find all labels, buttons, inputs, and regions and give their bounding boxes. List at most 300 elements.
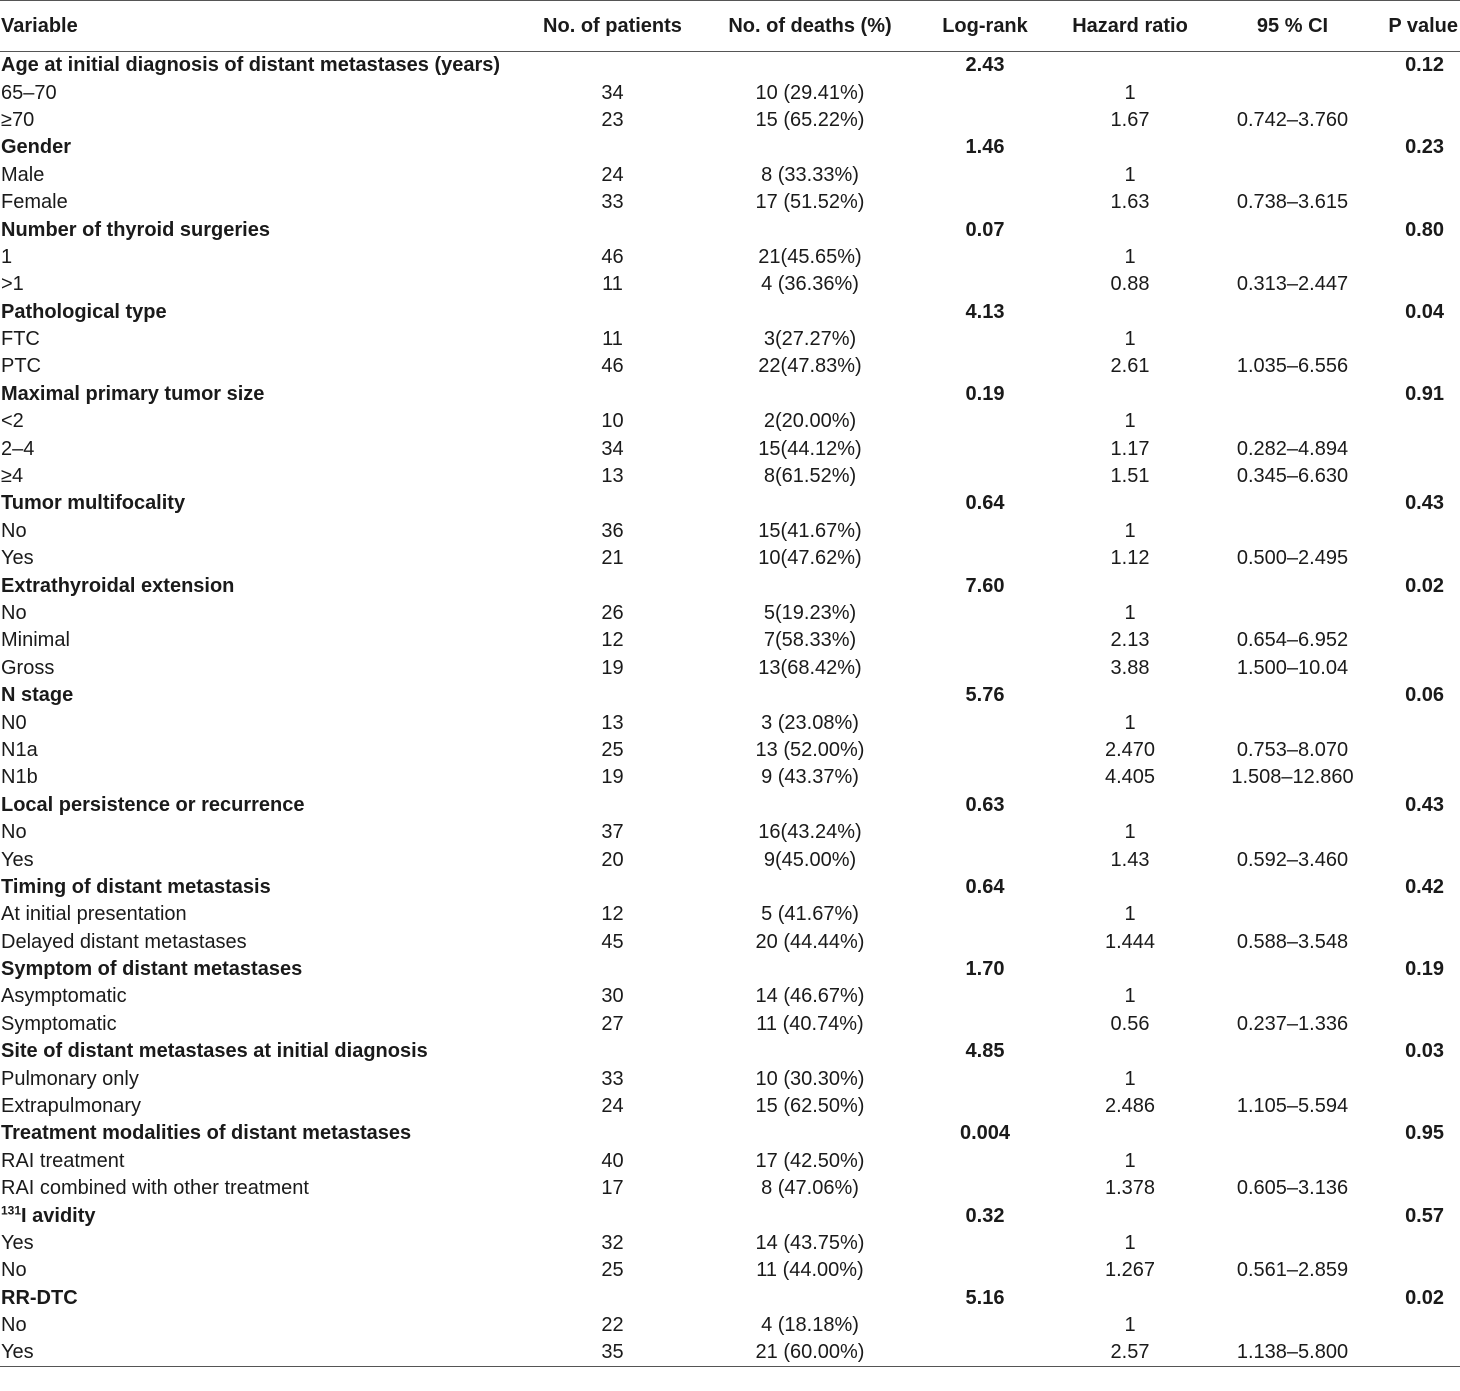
- cell-variable: No: [1, 1314, 27, 1337]
- header-hazard-ratio: Hazard ratio: [1055, 1, 1205, 52]
- cell-p-value: 0.02: [1405, 574, 1444, 597]
- cell-variable: Pathological type: [1, 300, 167, 323]
- cell-deaths: [705, 490, 915, 517]
- header-no-of-deaths: No. of deaths (%): [705, 1, 915, 52]
- table-row: [0, 79, 1460, 106]
- cell-deaths: 7(58.33%): [763, 629, 857, 652]
- cell-deaths: [705, 1284, 915, 1311]
- cell-ci: 0.237–1.336: [1236, 1012, 1349, 1035]
- cell-log-rank: 0.64: [965, 875, 1005, 898]
- table-header: [0, 1, 1460, 52]
- cell-log-rank: [915, 1229, 1055, 1256]
- cell-p-value: 0.19: [1405, 958, 1444, 981]
- cell-patients: 13: [601, 465, 624, 488]
- isotope-superscript: 131: [1, 1202, 22, 1217]
- header-variable: Variable: [0, 1, 520, 52]
- table-row: [0, 325, 1460, 352]
- cell-hazard-ratio: [1055, 1038, 1205, 1065]
- cell-hazard-ratio: 0.88: [1110, 273, 1150, 296]
- cell-log-rank: [915, 271, 1055, 298]
- cell-patients: 35: [520, 1339, 705, 1366]
- cell-hazard-ratio: 1: [1124, 245, 1136, 268]
- cell-ci: [1205, 1065, 1380, 1092]
- table-row: [0, 709, 1460, 736]
- cell-patients: [520, 380, 705, 407]
- cell-variable: PTC: [1, 355, 41, 378]
- cell-variable: No: [1, 821, 27, 844]
- cell-ci: 0.742–3.760: [1236, 108, 1349, 131]
- table-group-row: [0, 298, 1460, 325]
- cell-ci: [1205, 1202, 1380, 1229]
- cell-patients: 32: [601, 1231, 624, 1254]
- cell-hazard-ratio: 1: [1124, 821, 1136, 844]
- cell-p-value: 0.23: [1405, 136, 1444, 159]
- cell-patients: 46: [601, 245, 624, 268]
- cell-log-rank: [915, 79, 1055, 106]
- table-row: [0, 1065, 1460, 1092]
- cell-variable: Extrathyroidal extension: [1, 574, 235, 597]
- cell-p-value: [1380, 764, 1460, 791]
- cell-patients: [520, 1038, 705, 1065]
- cell-hazard-ratio: [1055, 955, 1205, 982]
- cell-ci: [1205, 490, 1380, 517]
- cell-hazard-ratio: 1.43: [1110, 848, 1150, 871]
- cell-p-value: 0.12: [1405, 54, 1444, 77]
- table-row: [0, 764, 1460, 791]
- table-group-row: [0, 572, 1460, 599]
- table-row: [0, 1147, 1460, 1174]
- table-group-row: [0, 1202, 1460, 1229]
- cell-variable: Timing of distant metastasis: [1, 875, 271, 898]
- table-group-row: [0, 791, 1460, 818]
- cell-ci: [1205, 599, 1380, 626]
- cell-hazard-ratio: [1055, 1120, 1205, 1147]
- cell-deaths: [705, 1038, 915, 1065]
- cell-patients: 40: [601, 1149, 624, 1172]
- cell-patients: 33: [601, 191, 624, 214]
- cell-p-value: [1380, 1065, 1460, 1092]
- cell-patients: 34: [601, 81, 624, 104]
- cell-variable: Yes: [1, 547, 34, 570]
- cell-variable: Age at initial diagnosis of distant metastases (years): [1, 54, 501, 77]
- cell-patients: [520, 490, 705, 517]
- table-row: [0, 654, 1460, 681]
- cell-log-rank: [915, 1010, 1055, 1037]
- cell-p-value: [1380, 545, 1460, 572]
- cell-log-rank: [915, 1339, 1055, 1366]
- cell-hazard-ratio: [1055, 380, 1205, 407]
- cell-deaths: 13(68.42%): [758, 656, 862, 679]
- cell-log-rank: 1.46: [965, 136, 1005, 159]
- cell-log-rank: [915, 517, 1055, 544]
- cell-ci: [1205, 134, 1380, 161]
- cell-patients: 36: [601, 519, 624, 542]
- cell-variable: Pulmonary only: [1, 1067, 139, 1090]
- cell-hazard-ratio: [1055, 490, 1205, 517]
- cell-log-rank: 0.64: [965, 492, 1005, 515]
- cell-deaths: 17 (51.52%): [755, 191, 865, 214]
- cell-deaths: 11 (44.00%): [756, 1259, 864, 1282]
- cell-ci: [1205, 1229, 1380, 1256]
- cell-deaths: 14 (46.67%): [755, 985, 865, 1008]
- cell-patients: 46: [601, 355, 624, 378]
- cell-log-rank: [915, 1257, 1055, 1284]
- cell-patients: 13: [601, 711, 624, 734]
- cell-ci: [1205, 380, 1380, 407]
- cell-deaths: 15 (62.50%): [755, 1095, 865, 1118]
- cell-p-value: [1380, 1339, 1460, 1366]
- cell-log-rank: [915, 654, 1055, 681]
- cell-log-rank: [915, 353, 1055, 380]
- cell-hazard-ratio: 2.486: [1104, 1095, 1156, 1118]
- cell-deaths: [705, 873, 915, 900]
- cell-variable: RAI combined with other treatment: [1, 1177, 309, 1200]
- cell-p-value: [1380, 106, 1460, 133]
- cell-patients: 11: [602, 328, 623, 351]
- table-row: [0, 161, 1460, 188]
- cell-deaths: 20 (44.44%): [755, 930, 865, 953]
- cell-p-value: [1380, 901, 1460, 928]
- table-group-row: [0, 380, 1460, 407]
- table-row: [0, 271, 1460, 298]
- table-row: [0, 1175, 1460, 1202]
- table-row: [0, 983, 1460, 1010]
- cell-variable: ≥70: [1, 108, 35, 131]
- cell-hazard-ratio: 1.51: [1110, 465, 1150, 488]
- cell-p-value: [1380, 983, 1460, 1010]
- cell-ci: 0.753–8.070: [1236, 738, 1349, 761]
- cell-p-value: [1380, 1229, 1460, 1256]
- cell-deaths: 15(44.12%): [758, 437, 862, 460]
- cell-patients: 30: [601, 985, 624, 1008]
- cell-ci: [1205, 818, 1380, 845]
- cell-patients: 23: [601, 108, 624, 131]
- cell-ci: [1205, 709, 1380, 736]
- cell-p-value: 0.06: [1405, 684, 1444, 707]
- cell-hazard-ratio: 1: [1124, 711, 1136, 734]
- cell-deaths: 17 (42.50%): [755, 1149, 865, 1172]
- table-row: [0, 901, 1460, 928]
- cell-ci: [1205, 517, 1380, 544]
- cell-p-value: 0.43: [1405, 793, 1444, 816]
- cell-hazard-ratio: 1: [1124, 163, 1136, 186]
- cell-variable: 65–70: [1, 81, 57, 104]
- cell-ci: [1205, 216, 1380, 243]
- cell-variable: Maximal primary tumor size: [1, 382, 265, 405]
- table-group-row: [0, 490, 1460, 517]
- cell-patients: 25: [601, 1259, 624, 1282]
- cell-deaths: 21(45.65%): [758, 245, 862, 268]
- cell-variable: No: [1, 519, 27, 542]
- cell-log-rank: 4.85: [965, 1040, 1005, 1063]
- cell-deaths: 4 (18.18%): [761, 1314, 859, 1337]
- cell-log-rank: 4.13: [965, 300, 1005, 323]
- cell-variable: >1: [1, 273, 24, 296]
- cell-p-value: [1380, 1147, 1460, 1174]
- cell-text: I avidity: [21, 1204, 96, 1227]
- cell-p-value: [1380, 271, 1460, 298]
- cell-ci: [1205, 681, 1380, 708]
- cell-ci: 0.313–2.447: [1236, 273, 1349, 296]
- cell-variable: Extrapulmonary: [1, 1095, 142, 1118]
- cell-p-value: [1380, 599, 1460, 626]
- cell-p-value: [1380, 462, 1460, 489]
- table-row: [0, 1010, 1460, 1037]
- cell-patients: 45: [601, 930, 624, 953]
- cell-hazard-ratio: 1: [1124, 519, 1136, 542]
- cell-deaths: 9(45.00%): [763, 848, 857, 871]
- cell-hazard-ratio: 1.67: [1110, 108, 1150, 131]
- cell-patients: 37: [601, 821, 624, 844]
- cell-p-value: [1380, 325, 1460, 352]
- cell-hazard-ratio: 1: [1124, 903, 1136, 926]
- cell-p-value: 0.57: [1405, 1204, 1444, 1227]
- cell-variable: Delayed distant metastases: [1, 930, 247, 953]
- cell-p-value: [1380, 408, 1460, 435]
- cell-patients: [520, 572, 705, 599]
- header-log-rank: Log-rank: [915, 1, 1055, 52]
- cell-patients: [520, 1284, 705, 1311]
- cell-variable: FTC: [1, 328, 40, 351]
- cell-deaths: [705, 681, 915, 708]
- cell-deaths: [705, 134, 915, 161]
- cell-log-rank: [915, 161, 1055, 188]
- cell-log-rank: [915, 408, 1055, 435]
- cell-log-rank: [915, 736, 1055, 763]
- table-row: [0, 517, 1460, 544]
- cell-patients: 26: [601, 602, 624, 624]
- cell-hazard-ratio: 1: [1124, 410, 1136, 433]
- cell-log-rank: [915, 627, 1055, 654]
- cell-variable: Gender: [1, 136, 72, 159]
- cell-deaths: 22(47.83%): [758, 355, 862, 378]
- table-row: [0, 353, 1460, 380]
- cell-ci: 0.588–3.548: [1236, 930, 1349, 953]
- cell-log-rank: [915, 1147, 1055, 1174]
- cell-log-rank: 2.43: [965, 54, 1005, 77]
- cell-log-rank: [915, 325, 1055, 352]
- cell-log-rank: [915, 983, 1055, 1010]
- cell-patients: 24: [601, 163, 624, 186]
- cell-hazard-ratio: 2.470: [1104, 738, 1156, 761]
- cell-ci: [1205, 1147, 1380, 1174]
- cell-variable: Treatment modalities of distant metastases: [1, 1122, 412, 1145]
- cell-hazard-ratio: 2.61: [1110, 355, 1150, 378]
- cell-p-value: [1380, 161, 1460, 188]
- cell-hazard-ratio: 1: [1124, 1067, 1136, 1090]
- cell-log-rank: [915, 928, 1055, 955]
- cell-ci: 0.500–2.495: [1236, 547, 1349, 570]
- cell-p-value: [1380, 736, 1460, 763]
- cell-log-rank: 0.19: [965, 382, 1005, 405]
- cell-deaths: [705, 1202, 915, 1229]
- cell-variable: Local persistence or recurrence: [1, 793, 305, 816]
- cell-log-rank: 1.70: [965, 958, 1005, 981]
- cell-variable: Asymptomatic: [1, 985, 127, 1008]
- cell-deaths: [705, 1120, 915, 1147]
- cell-log-rank: [915, 188, 1055, 215]
- table-group-row: [0, 134, 1460, 161]
- cell-deaths: 10 (29.41%): [755, 81, 865, 104]
- cell-p-value: 0.04: [1405, 300, 1444, 323]
- cell-p-value: 0.91: [1405, 382, 1444, 405]
- cell-patients: 25: [601, 738, 624, 761]
- cell-p-value: [1380, 1311, 1460, 1338]
- cell-deaths: 3(27.27%): [763, 328, 857, 351]
- table-row: [0, 627, 1460, 654]
- cell-ci: [1205, 161, 1380, 188]
- cell-hazard-ratio: [1055, 134, 1205, 161]
- table-group-row: [0, 52, 1460, 79]
- cell-p-value: [1380, 517, 1460, 544]
- cell-p-value: [1380, 1257, 1460, 1284]
- cell-ci: 0.654–6.952: [1236, 629, 1349, 652]
- cell-patients: 12: [601, 629, 624, 652]
- cell-ci: [1205, 1038, 1380, 1065]
- cell-hazard-ratio: [1055, 298, 1205, 325]
- cell-variable: 1: [1, 245, 13, 268]
- cell-patients: 27: [601, 1012, 624, 1035]
- cell-ci: 0.282–4.894: [1236, 437, 1349, 460]
- table-group-row: [0, 873, 1460, 900]
- cell-log-rank: [915, 435, 1055, 462]
- cell-variable: ≥4: [1, 465, 24, 488]
- cell-deaths: 4 (36.36%): [761, 273, 859, 296]
- table-row: [0, 106, 1460, 133]
- cell-hazard-ratio: [1055, 681, 1205, 708]
- cell-variable: Symptom of distant metastases: [1, 958, 303, 981]
- cell-log-rank: 0.07: [965, 218, 1005, 241]
- cell-deaths: 10 (30.30%): [755, 1067, 865, 1090]
- cell-p-value: [1380, 353, 1460, 380]
- table-row: [0, 462, 1460, 489]
- cell-patients: 34: [601, 437, 624, 460]
- cell-ci: 1.035–6.556: [1236, 355, 1349, 378]
- cell-patients: 19: [601, 766, 624, 789]
- cell-hazard-ratio: 1.267: [1104, 1259, 1156, 1282]
- cell-hazard-ratio: [1055, 216, 1205, 243]
- cell-ci: [1205, 873, 1380, 900]
- table-row: [0, 435, 1460, 462]
- table-row: [0, 188, 1460, 215]
- cell-ci: 1.138–5.800: [1205, 1339, 1380, 1366]
- table-row: [0, 408, 1460, 435]
- cell-hazard-ratio: 3.88: [1110, 656, 1150, 679]
- cell-hazard-ratio: 1: [1124, 1231, 1136, 1254]
- cell-log-rank: [915, 709, 1055, 736]
- cell-patients: 19: [601, 656, 624, 679]
- cell-patients: 24: [601, 1095, 624, 1118]
- cell-ci: 0.345–6.630: [1236, 465, 1349, 488]
- cell-ci: [1205, 572, 1380, 599]
- table-body: [0, 52, 1460, 1367]
- table-row: [0, 1339, 1460, 1366]
- cell-variable: No: [1, 602, 27, 624]
- table-row: [0, 243, 1460, 270]
- cell-log-rank: [915, 106, 1055, 133]
- cell-variable: RAI treatment: [1, 1149, 125, 1172]
- cell-p-value: [1380, 1010, 1460, 1037]
- cell-deaths: 13 (52.00%): [755, 738, 865, 761]
- cell-p-value: [1380, 1092, 1460, 1119]
- cell-patients: 20: [601, 848, 624, 871]
- table-group-row: [0, 955, 1460, 982]
- cell-deaths: 5(19.23%): [763, 602, 857, 624]
- cell-variable: N1a: [1, 738, 38, 761]
- table-row: [0, 846, 1460, 873]
- cell-deaths: 15 (65.22%): [755, 108, 865, 131]
- cell-p-value: 0.42: [1405, 875, 1444, 898]
- cell-patients: 10: [601, 410, 624, 433]
- cell-hazard-ratio: 1: [1124, 602, 1136, 624]
- cell-deaths: 15(41.67%): [758, 519, 862, 542]
- cell-hazard-ratio: [1055, 572, 1205, 599]
- cell-variable: Tumor multifocality: [1, 492, 186, 515]
- cell-p-value: [1380, 818, 1460, 845]
- cell-hazard-ratio: 0.56: [1110, 1012, 1150, 1035]
- cell-log-rank: [915, 846, 1055, 873]
- cell-deaths: 10(47.62%): [758, 547, 862, 570]
- cell-ci: 1.508–12.860: [1231, 766, 1354, 789]
- cell-log-rank: 5.76: [965, 684, 1005, 707]
- table-group-row: [0, 1284, 1460, 1311]
- header-row: [0, 1, 1460, 52]
- cell-ci: [1205, 1311, 1380, 1338]
- cell-ci: [1205, 243, 1380, 270]
- cell-p-value: [1380, 1175, 1460, 1202]
- cell-p-value: [1380, 188, 1460, 215]
- cell-ci: [1205, 955, 1380, 982]
- cell-ci: [1205, 901, 1380, 928]
- cell-ci: [1205, 983, 1380, 1010]
- cell-p-value: 0.43: [1405, 492, 1444, 515]
- cell-hazard-ratio: [1055, 873, 1205, 900]
- cell-deaths: [705, 791, 915, 818]
- table-group-row: [0, 1038, 1460, 1065]
- cell-log-rank: [915, 545, 1055, 572]
- cell-variable: Gross: [1, 656, 55, 679]
- cell-hazard-ratio: 1.444: [1104, 930, 1156, 953]
- table-row: [0, 1311, 1460, 1338]
- cell-variable: Symptomatic: [1, 1012, 117, 1035]
- cell-hazard-ratio: 1: [1124, 81, 1136, 104]
- cell-deaths: 21 (60.00%): [705, 1339, 915, 1366]
- cell-log-rank: 0.63: [965, 793, 1005, 816]
- cell-log-rank: [915, 818, 1055, 845]
- cell-ci: [1205, 1284, 1380, 1311]
- cell-log-rank: [915, 764, 1055, 791]
- cell-deaths: 8 (47.06%): [761, 1177, 859, 1200]
- cell-log-rank: [915, 901, 1055, 928]
- header-no-of-patients: No. of patients: [520, 1, 705, 52]
- cell-patients: [520, 134, 705, 161]
- cell-log-rank: [915, 243, 1055, 270]
- cell-variable: N0: [1, 711, 27, 734]
- cell-ci: 0.592–3.460: [1236, 848, 1349, 871]
- cell-p-value: [1380, 928, 1460, 955]
- table-row: [0, 545, 1460, 572]
- cell-ci: [1205, 52, 1380, 79]
- cell-patients: 11: [602, 273, 623, 296]
- cell-deaths: 11 (40.74%): [756, 1012, 864, 1035]
- cell-variable: Yes: [1, 1231, 34, 1254]
- cell-deaths: [705, 380, 915, 407]
- cell-ci: 0.561–2.859: [1236, 1259, 1349, 1282]
- cell-ci: 1.105–5.594: [1236, 1095, 1349, 1118]
- cell-hazard-ratio: 1.12: [1110, 547, 1150, 570]
- header-p-value: P value: [1380, 1, 1460, 52]
- cell-deaths: [705, 216, 915, 243]
